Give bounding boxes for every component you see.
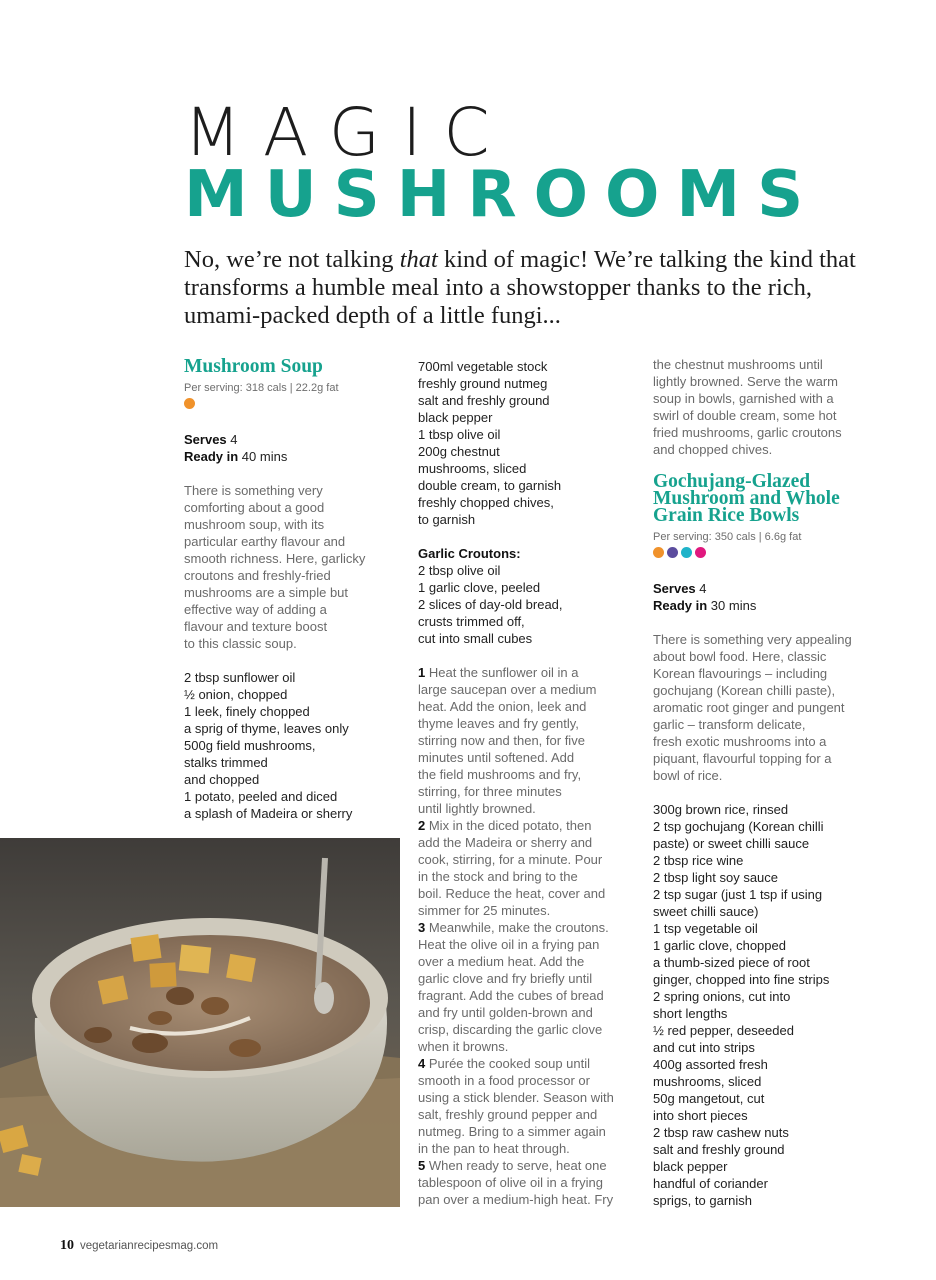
ingredient-line: short lengths — [653, 1006, 728, 1021]
method-line — [418, 1055, 638, 1072]
method-text: Meanwhile, make the croutons. — [425, 920, 609, 935]
ingredient-line: a thumb-sized piece of root — [653, 955, 810, 970]
method-text: nutmeg. Bring to a simmer again — [418, 1124, 606, 1139]
ingredient-line: and chopped — [184, 772, 260, 787]
method-line: and chopped chives. — [653, 442, 773, 457]
serves-value: 4 — [226, 432, 238, 447]
ingredient-line: 500g field mushrooms, — [184, 738, 316, 753]
column-1 — [184, 358, 394, 822]
method-line — [418, 953, 638, 970]
method-step-number: 5 — [418, 1158, 426, 1173]
crouton-line: 2 slices of day-old bread, — [418, 597, 563, 612]
ingredient-line: a sprig of thyme, leaves only — [184, 721, 349, 736]
crouton-line: 1 garlic clove, peeled — [418, 580, 541, 595]
method-text: crisp, discarding the garlic clove — [418, 1022, 603, 1037]
ingredient-line: ½ onion, chopped — [184, 687, 288, 702]
method-line — [418, 834, 638, 851]
recipe1-ready-in — [184, 448, 394, 465]
description-line: fresh exotic mushrooms into a — [653, 734, 827, 749]
description-line: gochujang (Korean chilli paste), — [653, 683, 836, 698]
ingredient-line: black pepper — [653, 1159, 728, 1174]
crouton-line: crusts trimmed off, — [418, 614, 525, 629]
method-text: in the stock and bring to the — [418, 869, 578, 884]
recipe2-title — [653, 473, 878, 524]
description-line: croutons and freshly-fried — [184, 568, 331, 583]
method-line — [418, 1089, 638, 1106]
method-step-number: 4 — [418, 1056, 426, 1071]
recipe1-diet-dots — [184, 398, 394, 410]
ingredient-line: 1 tsp vegetable oil — [653, 921, 758, 936]
description-line: There is something very appealing — [653, 632, 852, 647]
method-text: Heat the olive oil in a frying pan — [418, 937, 600, 952]
method-line — [418, 732, 638, 749]
serves-label: Serves — [184, 432, 227, 447]
method-text: tablespoon of olive oil in a frying — [418, 1175, 604, 1190]
diet-dot-orange-icon — [653, 547, 664, 558]
method-text: add the Madeira or sherry and — [418, 835, 593, 850]
title-bottom: MUSHROOMS — [184, 158, 821, 232]
method-line — [418, 1174, 638, 1191]
recipe1-per-serving: Per serving: 318 cals | 22.2g fat — [184, 382, 339, 394]
method-step-number: 1 — [418, 665, 426, 680]
description-line: There is something very — [184, 483, 323, 498]
method-text: Mix in the diced potato, then — [425, 818, 592, 833]
recipe2-diet-dots — [653, 547, 878, 559]
recipe2-serves — [653, 580, 878, 597]
ingredient-line: and cut into strips — [653, 1040, 755, 1055]
method-text: in the pan to heat through. — [418, 1141, 570, 1156]
ingredient-line: 2 tbsp raw cashew nuts — [653, 1125, 789, 1140]
method-line — [418, 1021, 638, 1038]
ingredient-line: sprigs, to garnish — [653, 1193, 752, 1208]
ingredient-line: salt and freshly ground — [418, 393, 550, 408]
title-top: MAGIC — [184, 94, 512, 171]
croutons-heading: Garlic Croutons: — [418, 546, 521, 561]
recipe2-title-line: Gochujang-Glazed — [653, 471, 811, 492]
method-text: heat. Add the onion, leek and — [418, 699, 587, 714]
method-text: stirring, for three minutes — [418, 784, 562, 799]
description-line: about bowl food. Here, classic — [653, 649, 827, 664]
ready-label: Ready in — [653, 598, 708, 613]
ingredient-line: into short pieces — [653, 1108, 748, 1123]
ingredient-line: 2 tsp gochujang (Korean chilli — [653, 819, 824, 834]
diet-dot-orange-icon — [184, 398, 195, 409]
method-text: large saucepan over a medium — [418, 682, 597, 697]
ingredient-line: double cream, to garnish — [418, 478, 562, 493]
ingredient-line: mushrooms, sliced — [418, 461, 527, 476]
ingredient-line: black pepper — [418, 410, 493, 425]
method-text: when it browns. — [418, 1039, 509, 1054]
serves-label: Serves — [653, 581, 696, 596]
description-line: aromatic root ginger and pungent — [653, 700, 845, 715]
ingredient-line: 2 spring onions, cut into — [653, 989, 791, 1004]
ingredient-line: freshly chopped chives, — [418, 495, 554, 510]
method-text: Heat the sunflower oil in a — [425, 665, 579, 680]
method-text: boil. Reduce the heat, cover and — [418, 886, 606, 901]
method-line — [418, 1157, 638, 1174]
recipe1-ingredients-part1 — [184, 669, 394, 822]
description-line: mushrooms are a simple but — [184, 585, 349, 600]
intro-part2: kind of magic! We’re talking the kind that transforms a humble meal into a showstopper thanks to the rich, umami-packed depth of a little fungi... — [184, 246, 856, 329]
method-text: over a medium heat. Add the — [418, 954, 585, 969]
description-line: to this classic soup. — [184, 636, 297, 651]
ingredient-line: 2 tbsp light soy sauce — [653, 870, 779, 885]
mushroom-soup-photo — [0, 838, 400, 1207]
method-line: fried mushrooms, garlic croutons — [653, 425, 842, 440]
recipe2-title-line: Grain Rice Bowls — [653, 505, 800, 526]
ingredient-line: to garnish — [418, 512, 476, 527]
crouton-line: cut into small cubes — [418, 631, 533, 646]
method-text: fragrant. Add the cubes of bread — [418, 988, 604, 1003]
method-line — [418, 766, 638, 783]
method-line: the chestnut mushrooms until — [653, 357, 823, 372]
recipe1-method-continued — [653, 356, 878, 458]
description-line: bowl of rice. — [653, 768, 723, 783]
ingredient-line: stalks trimmed — [184, 755, 268, 770]
serves-value: 4 — [695, 581, 707, 596]
recipe2-per-serving: Per serving: 350 cals | 6.6g fat — [653, 531, 802, 543]
method-text: When ready to serve, heat one — [425, 1158, 607, 1173]
footer-website: vegetarianrecipesmag.com — [80, 1240, 219, 1252]
method-text: salt, freshly ground pepper and — [418, 1107, 598, 1122]
method-line — [418, 1038, 638, 1055]
method-line — [418, 1072, 638, 1089]
method-line — [418, 1140, 638, 1157]
ready-value: 30 mins — [707, 598, 757, 613]
method-text: smooth in a food processor or — [418, 1073, 590, 1088]
method-text: cook, stirring, for a minute. Pour — [418, 852, 603, 867]
diet-dot-cyan-icon — [681, 547, 692, 558]
ingredient-line: ginger, chopped into fine strips — [653, 972, 830, 987]
method-line — [418, 1191, 638, 1208]
intro-paragraph — [184, 246, 884, 330]
method-step-number: 3 — [418, 920, 426, 935]
method-line — [418, 800, 638, 817]
ingredient-line: handful of coriander — [653, 1176, 768, 1191]
method-text: simmer for 25 minutes. — [418, 903, 551, 918]
ingredient-line: 2 tsp sugar (just 1 tsp if using — [653, 887, 823, 902]
method-text: garlic clove and fry briefly until — [418, 971, 593, 986]
ready-label: Ready in — [184, 449, 239, 464]
description-line: effective way of adding a — [184, 602, 327, 617]
ingredient-line: 400g assorted fresh — [653, 1057, 768, 1072]
intro-part1: No, we’re not talking — [184, 246, 400, 273]
method-text: until lightly browned. — [418, 801, 536, 816]
method-line — [418, 817, 638, 834]
method-line — [418, 919, 638, 936]
description-line: garlic – transform delicate, — [653, 717, 806, 732]
ingredient-line: salt and freshly ground — [653, 1142, 785, 1157]
method-line: swirl of double cream, some hot — [653, 408, 837, 423]
intro-emphasis: that — [399, 246, 438, 273]
recipe2-ready-in — [653, 597, 878, 614]
ingredient-line: 1 tbsp olive oil — [418, 427, 501, 442]
method-line — [418, 1004, 638, 1021]
ingredient-line: 1 potato, peeled and diced — [184, 789, 338, 804]
description-line: flavour and texture boost — [184, 619, 328, 634]
method-line: lightly browned. Serve the warm — [653, 374, 838, 389]
method-line — [418, 902, 638, 919]
description-line: Korean flavourings – including — [653, 666, 828, 681]
ingredient-line: a splash of Madeira or sherry — [184, 806, 353, 821]
method-line — [418, 715, 638, 732]
ingredient-line: sweet chilli sauce) — [653, 904, 759, 919]
soup-bowl-illustration — [0, 838, 400, 1207]
recipe1-serves — [184, 431, 394, 448]
recipe2-ingredients — [653, 801, 878, 1209]
ingredient-line: 1 garlic clove, chopped — [653, 938, 786, 953]
method-line — [418, 970, 638, 987]
method-text: the field mushrooms and fry, — [418, 767, 582, 782]
ingredient-line: 300g brown rice, rinsed — [653, 802, 789, 817]
method-text: Purée the cooked soup until — [425, 1056, 591, 1071]
column-2 — [418, 358, 638, 1208]
description-line: piquant, flavourful topping for a — [653, 751, 832, 766]
method-text: thyme leaves and fry gently, — [418, 716, 579, 731]
method-text: using a stick blender. Season with — [418, 1090, 614, 1105]
ingredient-line: 50g mangetout, cut — [653, 1091, 765, 1106]
method-line — [418, 749, 638, 766]
description-line: comforting about a good — [184, 500, 325, 515]
method-line — [418, 783, 638, 800]
method-text: pan over a medium-high heat. Fry — [418, 1192, 614, 1207]
crouton-line: 2 tbsp olive oil — [418, 563, 501, 578]
method-line: soup in bowls, garnished with a — [653, 391, 834, 406]
ingredient-line: 2 tbsp rice wine — [653, 853, 744, 868]
method-text: and fry until golden-brown and — [418, 1005, 593, 1020]
method-line — [418, 885, 638, 902]
method-line — [418, 1106, 638, 1123]
description-line: smooth richness. Here, garlicky — [184, 551, 366, 566]
diet-dot-purple-icon — [667, 547, 678, 558]
ingredient-line: 2 tbsp sunflower oil — [184, 670, 296, 685]
method-line — [418, 698, 638, 715]
page-number: 10 — [60, 1238, 74, 1253]
ingredient-line: freshly ground nutmeg — [418, 376, 548, 391]
recipe2-title-line: Mushroom and Whole — [653, 488, 840, 509]
recipe2-description — [653, 631, 878, 784]
ingredient-line: ½ red pepper, deseeded — [653, 1023, 794, 1038]
ready-value: 40 mins — [238, 449, 288, 464]
diet-dot-pink-icon — [695, 547, 706, 558]
method-line — [418, 664, 638, 681]
method-line — [418, 936, 638, 953]
recipe1-title: Mushroom Soup — [184, 356, 323, 377]
ingredient-line: paste) or sweet chilli sauce — [653, 836, 810, 851]
ingredient-line: 200g chestnut — [418, 444, 500, 459]
ingredient-line: mushrooms, sliced — [653, 1074, 762, 1089]
crouton-ingredients — [418, 562, 638, 647]
method-text: stirring now and then, for five — [418, 733, 585, 748]
method-line — [418, 987, 638, 1004]
page-footer — [60, 1238, 218, 1254]
recipe1-method — [418, 664, 638, 1208]
method-step-number: 2 — [418, 818, 426, 833]
recipe1-ingredients-part2 — [418, 358, 638, 528]
method-line — [418, 868, 638, 885]
description-line: mushroom soup, with its — [184, 517, 325, 532]
description-line: particular earthy flavour and — [184, 534, 346, 549]
column-3 — [653, 356, 878, 1209]
ingredient-line: 700ml vegetable stock — [418, 359, 548, 374]
method-text: minutes until softened. Add — [418, 750, 575, 765]
method-line — [418, 851, 638, 868]
method-line — [418, 681, 638, 698]
recipe1-description — [184, 482, 394, 652]
ingredient-line: 1 leek, finely chopped — [184, 704, 310, 719]
method-line — [418, 1123, 638, 1140]
